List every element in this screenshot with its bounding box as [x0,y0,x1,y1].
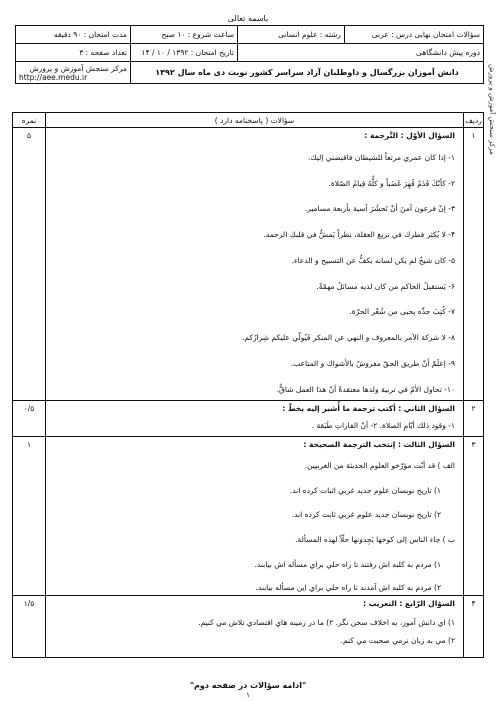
question-body [46,596,464,658]
question-line: ۹- إعلَمْ أنّ طريق الحقّ مفروشٌ بالأشواك و المتاعب. [290,358,455,368]
question-row [13,401,484,437]
question-score: ۵ [13,128,46,401]
score-header: نمره [13,113,46,128]
question-line: السؤال الثاني : أكتب ترجمة ما أُشير إليه بخطّ : [282,404,455,413]
period: دوره پیش دانشگاهی [238,44,484,62]
continuation-text: ادامه سؤالات در صفحه دوم [194,681,302,690]
start-time: ساعت شروع : ۱۰ صبح [131,26,238,44]
org-url: http://aee.medu.ir [19,72,88,82]
question-line: ۱- وقود ذلك أيّامِ الصلاة. ۲- أنّ الفاراتِ طَبَقة . [311,420,455,430]
side-text: مرکز سنجش آموزش و پرورش [488,63,496,155]
question-line: ۴- لا يُكثر فطرك في نزيغ العقلة، نظراً يَمشُّ في قلبكِ الرحمه. [263,230,455,239]
question-line: ۲- كأنّكَ قَدَمٌ قُهِرَ غَضَباً و كلُّهُ قِيامُ الصّلاة. [328,178,455,188]
question-body [46,128,464,401]
question-line: ۸- لا شركة الآمر بالمعروف و النهي عن المنكر فَيُولّي عليكم شِرارُكم. [242,333,455,342]
question-line: ۶- يَستقبلُ الحاكم من كان لديه مسائلُ مهمّةٌ. [316,281,455,291]
question-line: السؤال الثالث : إنتخب الترجمة الصحيحة : [303,440,455,449]
questions-table [12,112,484,658]
question-row [13,437,484,596]
questions-header: سؤالات ( پاسخنامه دارد ) [46,113,464,128]
question-line: ۱) اي دانش آموز، به اخلاف سخن نگر. ۲) ما در زمينه هاي اقتصادي تلاش مي كنيم. [198,618,455,627]
row-header: ردیف [464,113,484,128]
org-cell [16,62,131,84]
question-line: ۲) تاريخ نويسان جديد علوم غربي ثابت كرده اند. [291,510,441,520]
question-line: ۱۰- تحاول الأمّ في تربية ولدها معتقدةً أنّ هذا العمل شاقٌّ. [276,384,455,394]
question-line: ۵- كان شيخٌ لم يكن لسانه يكفُّ عن التسبيح و الدعاء. [291,255,455,265]
question-number: ۳ [464,437,484,596]
question-line: الف ) قد أبْت مؤرّخو العلوم الحديثة من الغربيين. [304,460,455,470]
question-line: ۷- كُتِبَ جدِّه يحيى من شُعْر الحرّة. [349,307,455,317]
question-body [46,401,464,437]
table-head [13,113,484,128]
question-number: ۲ [464,401,484,437]
question-body [46,437,464,596]
duration: مدت امتحان : ۹۰ دقیقه [16,26,131,44]
pages-count: تعداد صفحه : ۳ [16,44,131,62]
continuation-note: "ادامه سؤالات در صفحه دوم" [189,681,307,690]
exam-date: تاریخ امتحان : ۱۳۹۲ / ۱۰ / ۱۴ [131,44,238,62]
question-number: ۴ [464,596,484,658]
page-number: ۱ [246,691,250,699]
question-row [13,128,484,401]
question-score: ۱ [13,437,46,596]
question-line: السؤال الأوّل : التَّرجمة : [364,131,455,140]
question-line: السؤال الرّابع : التعريب : [363,599,455,609]
exam-header [15,25,484,84]
bismillah: باسمه تعالی [227,14,269,23]
question-line: ۱) تاريخ نويسان علوم جديد غربي اثبات كرده اند. [289,485,441,495]
question-number: ۱ [464,128,484,401]
question-line: ۱- إذا كان عمري مرتعاً للشيطان فاقبضني إليك. [307,152,455,162]
question-line: ۲) مي به زبان نرمي صحبت مي كنم. [340,635,455,645]
question-line: ۲) مردم به كلبه اش آمدند تا راه حلي براي اين مسأله بيابند. [255,582,441,592]
question-row [13,596,484,658]
question-line: ۳- إنّ فرعون آمنَ أنْ تَحشُرَ آسية بأربعة مسامير. [304,204,455,214]
question-score: ۱/۵ [13,596,46,658]
org-name: مرکز سنجش آموزش و پرورش [29,63,127,73]
exam-description: دانش آموزان بزرگسال و داوطلبان آزاد سراسر کشور نوبت دی ماه سال ۱۳۹۲ [131,62,484,84]
field: رشته : علوم انسانی [238,26,345,44]
exam-title: سؤالات امتحان نهایی درس : عربی [345,26,484,44]
question-score: ۰/۵ [13,401,46,437]
question-line: ۱) مردم به كلبه اش رفتند تا راه حلي براي مسأله اش بيابند. [254,559,441,569]
question-line: ب ) جاء الناس إلى كوخها يَجِدونها حلّاً لهذه المسألة. [295,535,455,544]
